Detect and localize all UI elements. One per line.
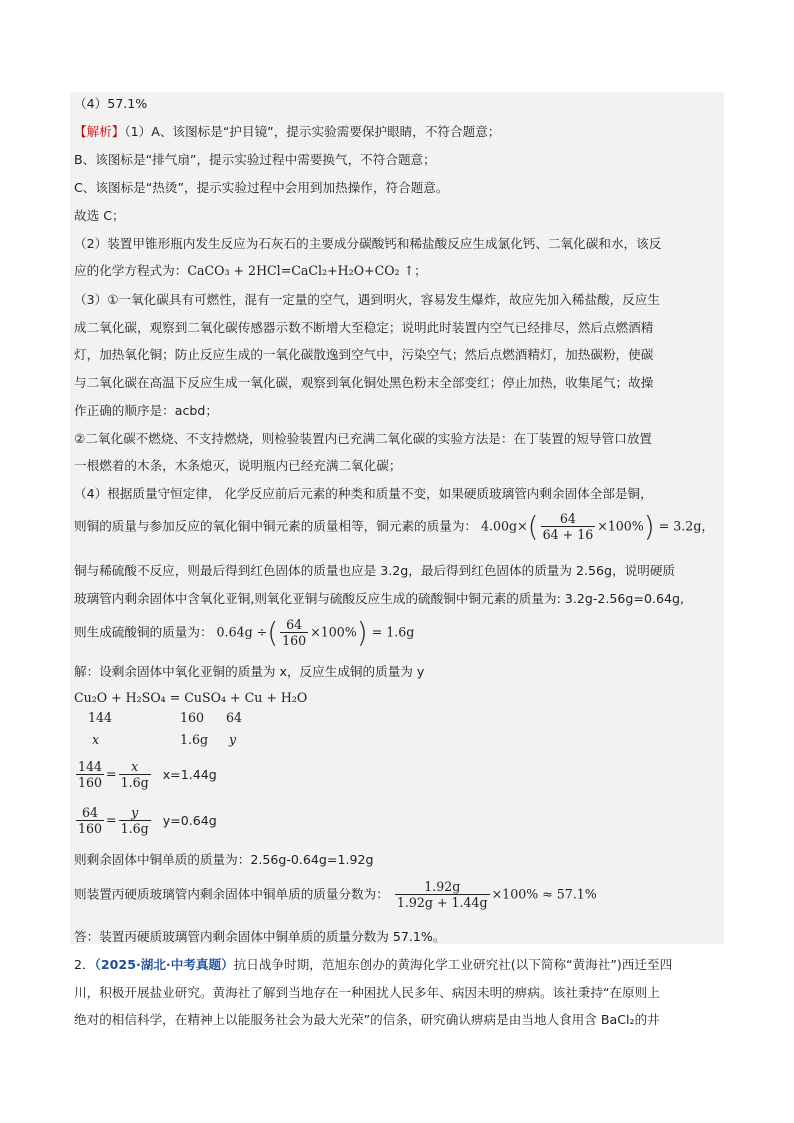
analysis-line-4: 故选 C； xyxy=(74,208,125,223)
question-source: （2025·湖北·中考真题） xyxy=(94,957,234,972)
calc-cuso4-mass: 则生成硫酸铜的质量为： 0.64g ÷( $\frac{64}{160}$ ×100%) = 1.6g xyxy=(74,616,415,649)
final-answer: 答：装置丙硬质玻璃管内剩余固体中铜单质的质量分数为 57.1%。 xyxy=(74,929,446,944)
value-1-6g: 1.6g xyxy=(180,732,209,747)
ratio-y: $\frac{64}{160}$ = $\frac{y}{1.6g}$ y=0.64g xyxy=(78,805,217,836)
question-2-line-1: 2．（2025·湖北·中考真题）抗日战争时期，范旭东创办的黄海化学工业研究社(以下简称“黄海社”)西迁至四 xyxy=(74,957,673,972)
analysis-tag: 【解析】 xyxy=(74,124,125,139)
question-2-line-3: 绝对的相信科学，在精神上以能服务社会为最大光荣”的信条，研究确认痹病是由当地人食用含 BaCl₂的井 xyxy=(74,1012,660,1027)
var-x: x xyxy=(92,732,100,747)
analysis-line-7: （3）①一氧化碳具有可燃性，混有一定量的空气，遇到明火，容易发生爆炸，故应先加入稀盐酸，反应生 xyxy=(74,292,661,307)
analysis-line-1: 【解析】（1）A、该图标是“护目镜”，提示实验需要保护眼睛，不符合题意； xyxy=(74,124,501,139)
molar-mass-cu: 64 xyxy=(226,710,243,725)
analysis-line-9: 灯，加热氧化铜；防止反应生成的一氧化碳散逸到空气中，污染空气；然后点燃酒精灯，加热碳粉，使碳 xyxy=(74,347,654,362)
calc-copper-mass: 则铜的质量与参加反应的氧化铜中铜元素的质量相等，铜元素的质量为： 4.00g×( $\frac{64}{64 + 16}$ ×100%) = 3.2g， xyxy=(74,510,714,543)
molar-mass-cu2o: 144 xyxy=(88,710,113,725)
solution-setup: 解：设剩余固体中氧化亚铜的质量为 x，反应生成铜的质量为 y xyxy=(74,664,425,679)
equation-caco3: CaCO₃ + 2HCl=CaCl₂+H₂O+CO₂ ↑； xyxy=(187,263,427,278)
copper-mass-result: 则剩余固体中铜单质的质量为：2.56g-0.64g=1.92g xyxy=(74,852,374,867)
equation-cu2o: Cu₂O + H₂SO₄ = CuSO₄ + Cu + H₂O xyxy=(74,690,308,705)
analysis-line-16: 玻璃管内剩余固体中含氧化亚铜,则氧化亚铜与硫酸反应生成的硫酸铜中铜元素的质量为: 3.2g-2.56g=0.64g, xyxy=(74,591,685,606)
analysis-line-13: 一根燃着的木条，木条熄灭，说明瓶内已经充满二氧化碳； xyxy=(74,458,402,473)
analysis-line-14: （4）根据质量守恒定律， 化学反应前后元素的种类和质量不变，如果硬质玻璃管内剩余固体全部是铜， xyxy=(74,486,653,501)
analysis-line-5: （2）装置甲锥形瓶内发生反应为石灰石的主要成分碳酸钙和稀盐酸反应生成氯化钙、二氧化碳和水，该反 xyxy=(74,236,662,251)
calc-fraction: 则装置丙硬质玻璃管内剩余固体中铜单质的质量分数为： $\frac{1.92g}{1.92g + 1.44g}$ ×100% ≈ 57.1% xyxy=(74,879,597,910)
fraction-copper: $\frac{1.92g}{1.92g + 1.44g}$ xyxy=(396,879,488,910)
analysis-line-11: 作正确的顺序是：acbd； xyxy=(74,403,218,418)
analysis-line-10: 与二氧化碳在高温下反应生成一氧化碳，观察到氧化铜处黑色粉末全部变红；停止加热，收集尾气；故操 xyxy=(74,375,654,390)
fraction-64-160: $\frac{64}{160}$ xyxy=(282,617,307,648)
ratio-x: $\frac{144}{160}$ = $\frac{x}{1.6g}$ x=1.44g xyxy=(78,759,217,790)
answer-4: （4）57.1% xyxy=(74,96,148,111)
analysis-line-6: 应的化学方程式为：CaCO₃ + 2HCl=CaCl₂+H₂O+CO₂ ↑； xyxy=(74,263,427,278)
question-2-line-2: 川，积极开展盐业研究。黄海社了解到当地存在一种困扰人民多年、病因未明的痹病。该社秉持“在原则上 xyxy=(74,985,660,1000)
analysis-line-2: B、该图标是“排气扇”，提示实验过程中需要换气，不符合题意； xyxy=(74,152,436,167)
analysis-line-3: C、该图标是“热烫”，提示实验过程中会用到加热操作，符合题意。 xyxy=(74,180,449,195)
analysis-line-12: ②二氧化碳不燃烧、不支持燃烧，则检验装置内已充满二氧化碳的实验方法是：在丁装置的短导管口放置 xyxy=(74,431,653,446)
analysis-line-15: 铜与稀硫酸不反应，则最后得到红色固体的质量也应是 3.2g，最后得到红色固体的质量为 2.56g，说明硬质 xyxy=(74,563,676,578)
fraction-64-80: $\frac{64}{64 + 16}$ xyxy=(542,511,594,542)
var-y: y xyxy=(229,732,237,747)
analysis-line-8: 成二氧化碳，观察到二氧化碳传感器示数不断增大至稳定；说明此时装置内空气已经排尽，然后点燃酒精 xyxy=(74,320,654,335)
molar-mass-cuso4: 160 xyxy=(180,710,205,725)
